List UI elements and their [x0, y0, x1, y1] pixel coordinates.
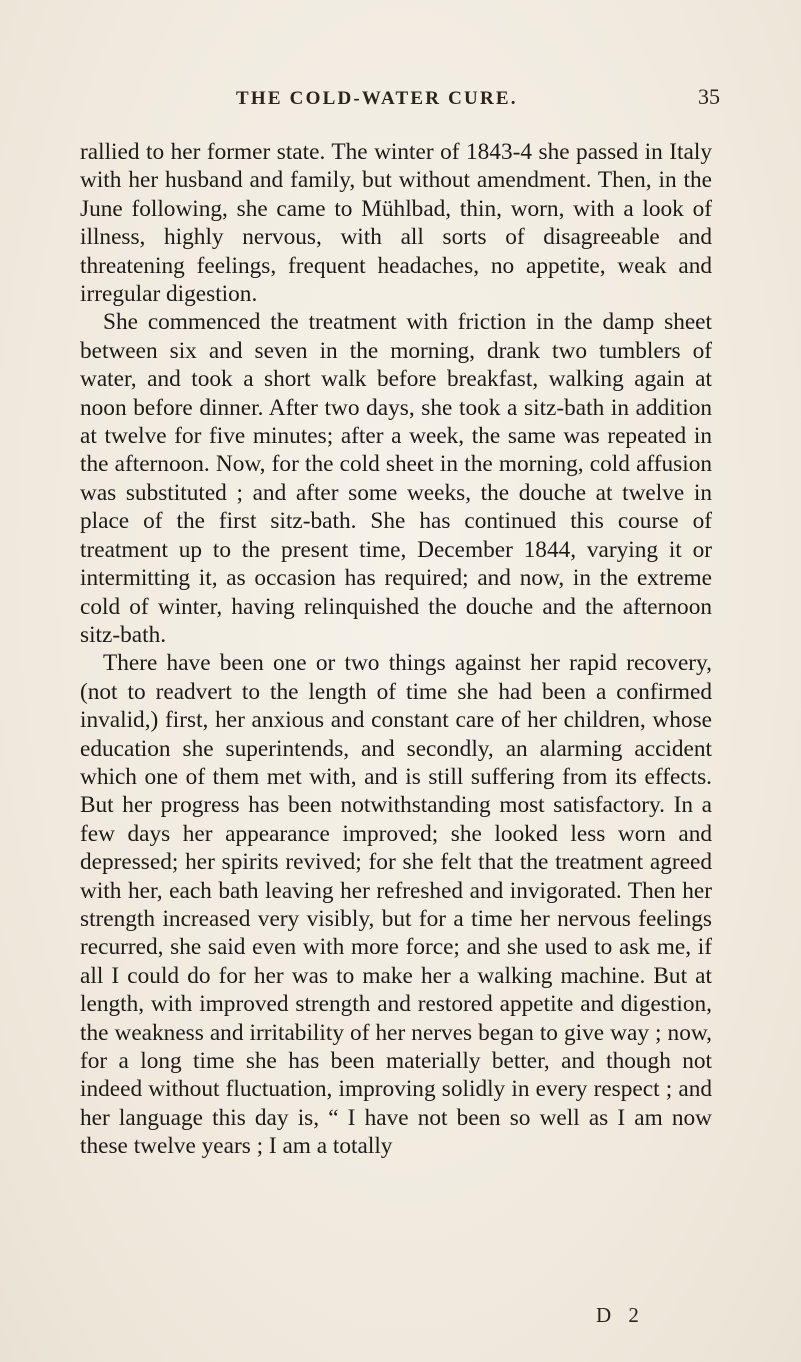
running-title: THE COLD-WATER CURE. — [236, 88, 518, 109]
page-number: 35 — [698, 84, 720, 109]
running-head — [0, 84, 801, 118]
paragraph-2: She commenced the treatment with friction in the damp sheet between six and seven in the morning, drank two tumblers of water, and took a short walk before breakfast, walking again at noon before dinner. After two days, she took a sitz-bath in addition at twelve for five minutes; after a week, the same was repeated in the afternoon. Now, for the cold sheet in the morning, cold affusion was substituted ; and after some weeks, the douche at twelve in place of the first sitz-bath. She has continued this course of treatment up to the present time, December 1844, varying it or intermitting it, as occasion has required; and now, in the extreme cold of winter, having relinquished the douche and the afternoon sitz-bath. — [80, 309, 712, 648]
signature-mark: D 2 — [596, 1303, 645, 1327]
body-text — [80, 138, 712, 1161]
paragraph-1: rallied to her former state. The winter of 1843-4 she passed in Italy with her husband and family, but without amendment. Then, in the June following, she came to Mühlbad, thin, worn, with a look of illness, highly nervous, with all sorts of disagreeable and threatening feelings, frequent headaches, no appetite, weak and irregular digestion. — [80, 139, 712, 308]
paragraph-3: There have been one or two things against her rapid recovery, (not to readvert to the length of time she had been a confirmed invalid,) first, her anxious and constant care of her children, whose education she superintends, and secondly, an alarming accident which one of them met with, and is still suffering from its effects. But her progress has been notwithstanding most satisfactory. In a few days her appearance improved; she looked less worn and depressed; her spirits revived; for she felt that the treatment agreed with her, each bath leaving her refreshed and invigorated. Then her strength increased very visibly, but for a time her nervous feelings recurred, she said even with more force; and she used to ask me, if all I could do for her was to make her a walking machine. But at length, with improved strength and restored appetite and digestion, the weakness and irritability of her nerves began to give way ; now, for a long time she has been materially better, and though not indeed without fluctuation, improving solidly in every respect ; and her language this day is, “ I have not been so well as I am now these twelve years ; I am a totally — [80, 650, 712, 1160]
